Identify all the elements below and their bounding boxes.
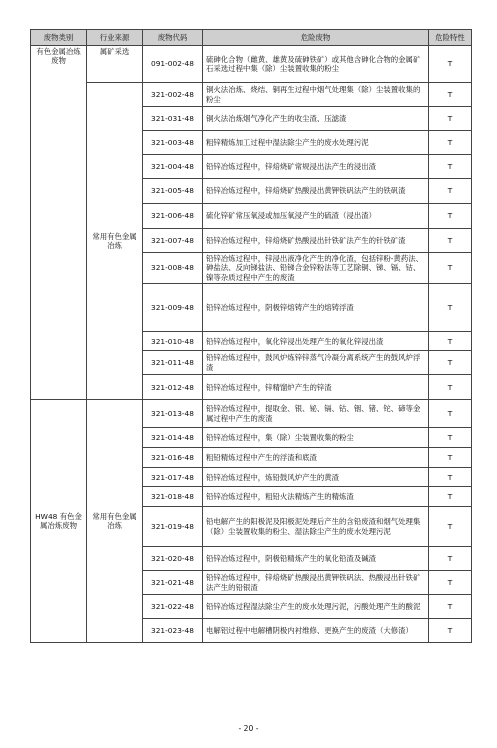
- waste-description-cell: 铅锌冶炼过程中，锌焙烧矿热酸浸出黄钾铁矾法、热酸浸出针铁矿法产生的铅银渣: [203, 571, 429, 595]
- table-header-row: [31, 30, 472, 46]
- waste-description-cell: 铅锌冶炼过程中，锌焙烧矿热酸浸出黄钾铁矾法产生的铁矾渣: [203, 179, 429, 204]
- hazard-property-cell: T: [429, 131, 472, 155]
- waste-description-cell: 铅锌冶炼过程中，锌精馏炉产生的锌渣: [203, 375, 429, 400]
- hazard-property-cell: T: [429, 595, 472, 619]
- waste-description-cell: 铅锌冶炼过程中，提取金、银、铋、镉、钴、铟、锗、铊、碲等金属过程中产生的废渣: [203, 400, 429, 428]
- waste-description-cell: 铅锌冶炼过程中，粗铅火法精炼产生的精炼渣: [203, 487, 429, 507]
- waste-code-cell: 321-002-48: [143, 83, 203, 107]
- header-waste: 危险废物: [203, 30, 429, 46]
- waste-description-cell: 铅锌冶炼过程中，锌焙烧矿常规浸出法产生的浸出渣: [203, 155, 429, 179]
- waste-code-cell: 321-005-48: [143, 179, 203, 204]
- industry-source-cell: 属矿采选: [87, 46, 143, 83]
- waste-code-cell: 321-007-48: [143, 229, 203, 253]
- hazard-property-cell: T: [429, 487, 472, 507]
- waste-code-cell: 321-012-48: [143, 375, 203, 400]
- waste-code-cell: 321-019-48: [143, 507, 203, 547]
- waste-code-cell: 321-018-48: [143, 487, 203, 507]
- hazard-property-cell: T: [429, 107, 472, 131]
- hazard-property-cell: T: [429, 547, 472, 571]
- hazard-property-cell: T: [429, 83, 472, 107]
- waste-code-cell: 321-009-48: [143, 284, 203, 332]
- waste-description-cell: 铅锌冶炼过程中，锌焙烧矿热酸浸出针铁矿法产生的针铁矿渣: [203, 229, 429, 253]
- hazard-property-cell: T: [429, 332, 472, 351]
- waste-code-cell: 321-020-48: [143, 547, 203, 571]
- waste-description-cell: 铅锌冶炼过程中，集（除）尘装置收集的粉尘: [203, 428, 429, 448]
- waste-code-cell: 321-008-48: [143, 253, 203, 284]
- waste-code-cell: 321-003-48: [143, 131, 203, 155]
- waste-code-cell: 321-017-48: [143, 468, 203, 487]
- waste-description-cell: 硫化锌矿常压氧浸或加压氧浸产生的硫渣（浸出渣）: [203, 204, 429, 229]
- hazard-property-cell: T: [429, 229, 472, 253]
- hazard-property-cell: T: [429, 428, 472, 448]
- waste-description-cell: 硫砷化合物（雌黄、雄黄及硫砷铁矿）或其他含砷化合物的金属矿石采选过程中集（除）尘装置收集的粉尘: [203, 46, 429, 83]
- waste-description-cell: 铜火法冶炼、烧结、铜再生过程中烟气处理集（除）尘装置收集的粉尘: [203, 83, 429, 107]
- header-hazard: 危险特性: [429, 30, 472, 46]
- waste-description-cell: 铅锌冶炼过程中，鼓风炉炼锌锌蒸气冷凝分离系统产生的鼓风炉浮渣: [203, 351, 429, 375]
- hazard-property-cell: T: [429, 204, 472, 229]
- waste-code-cell: 321-013-48: [143, 400, 203, 428]
- hazard-property-cell: T: [429, 400, 472, 428]
- industry-source-cell: 常用有色金属冶炼: [87, 83, 143, 400]
- waste-code-cell: 321-011-48: [143, 351, 203, 375]
- hazard-property-cell: T: [429, 468, 472, 487]
- header-category: 废物类别: [31, 30, 87, 46]
- hazard-property-cell: T: [429, 253, 472, 284]
- waste-code-cell: 321-022-48: [143, 595, 203, 619]
- hazard-property-cell: T: [429, 448, 472, 468]
- hazard-property-cell: T: [429, 155, 472, 179]
- header-source: 行业来源: [87, 30, 143, 46]
- hazard-property-cell: T: [429, 375, 472, 400]
- header-code: 废物代码: [143, 30, 203, 46]
- hazard-property-cell: T: [429, 571, 472, 595]
- waste-code-cell: 321-016-48: [143, 448, 203, 468]
- waste-category-cell: HW48 有色金属冶炼废物: [31, 400, 87, 643]
- waste-code-cell: 321-014-48: [143, 428, 203, 448]
- industry-source-cell: 常用有色金属冶炼: [87, 400, 143, 643]
- waste-description-cell: 粗铅精炼过程中产生的浮渣和底渣: [203, 448, 429, 468]
- waste-code-cell: 321-021-48: [143, 571, 203, 595]
- waste-code-cell: 321-004-48: [143, 155, 203, 179]
- waste-description-cell: 电解铝过程中电解槽阴极内衬维修、更换产生的废渣（大修渣）: [203, 619, 429, 643]
- waste-description-cell: 铅锌冶炼过程中，锌浸出液净化产生的净化渣，包括锌粉-黄药法、砷盐法、反向锑盐法、铅锑合金锌粉法等工艺除铜、锑、镉、钴、镍等杂质过程中产生的废渣: [203, 253, 429, 284]
- waste-description-cell: 铅锌冶炼过程中，阴极锌熔铸产生的熔铸浮渣: [203, 284, 429, 332]
- hazardous-waste-table: [30, 29, 472, 643]
- waste-code-cell: 321-010-48: [143, 332, 203, 351]
- hazard-property-cell: T: [429, 619, 472, 643]
- waste-description-cell: 铅锌冶炼过程中，炼铅鼓风炉产生的黄渣: [203, 468, 429, 487]
- waste-code-cell: 091-002-48: [143, 46, 203, 83]
- waste-description-cell: 粗锌精炼加工过程中湿法除尘产生的废水处理污泥: [203, 131, 429, 155]
- hazard-property-cell: T: [429, 179, 472, 204]
- table-row: [31, 83, 472, 107]
- table-row: [31, 400, 472, 428]
- table-row: [31, 46, 472, 83]
- waste-description-cell: 铜火法冶炼烟气净化产生的收尘渣、压滤渣: [203, 107, 429, 131]
- waste-description-cell: 铅锌冶炼过程湿法除尘产生的废水处理污泥，污酸处理产生的酸泥: [203, 595, 429, 619]
- hazard-property-cell: T: [429, 46, 472, 83]
- waste-description-cell: 铅电解产生的阳极泥及阳极泥处理后产生的含铅废渣和烟气处理集（除）尘装置收集的粉尘、湿法除尘产生的废水处理污泥: [203, 507, 429, 547]
- hazard-property-cell: T: [429, 351, 472, 375]
- waste-code-cell: 321-006-48: [143, 204, 203, 229]
- hazard-property-cell: T: [429, 284, 472, 332]
- waste-category-cell: 有色金属冶炼废物: [31, 46, 87, 400]
- waste-description-cell: 铅锌冶炼过程中，氧化锌浸出处理产生的氧化锌浸出渣: [203, 332, 429, 351]
- waste-code-cell: 321-031-48: [143, 107, 203, 131]
- hazard-property-cell: T: [429, 507, 472, 547]
- waste-description-cell: 铅锌冶炼过程中，阴极铅精炼产生的氧化铅渣及碱渣: [203, 547, 429, 571]
- page-number: - 20 -: [238, 724, 259, 733]
- table-body: [31, 46, 472, 643]
- waste-code-cell: 321-023-48: [143, 619, 203, 643]
